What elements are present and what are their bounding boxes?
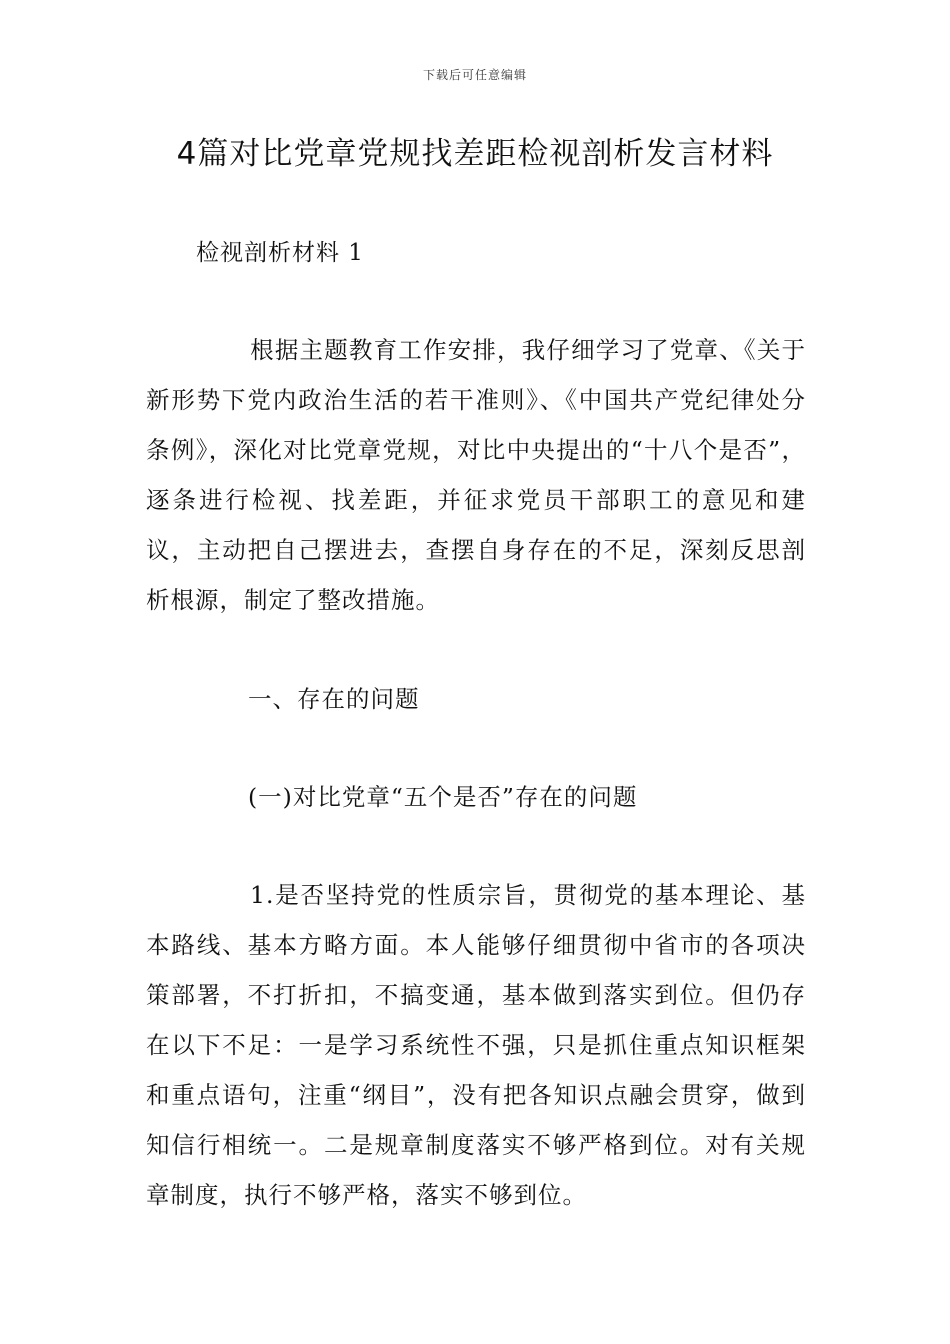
subsection-heading: (一)对比党章“五个是否”存在的问题 [248,783,638,811]
section-heading: 一、存在的问题 [248,685,420,713]
point-one-paragraph-text: 1.是否坚持党的性质宗旨，贯彻党的基本理论、基本路线、基本方略方面。本人能够仔细贯彻中省市的各项决策部署，不打折扣，不搞变通，基本做到落实到位。但仍存在以下不足：一是学习系统性不强，只是抓住重点知识框架和重点语句，注重“纲目”，没有把各知识点融会贯穿，做到知信行相统一。二是规章制度落实不够严格到位。对有关规章制度，执行不够严格，落实不够到位。 [146,881,806,1209]
intro-paragraph [146,325,806,625]
document-title: 4篇对比党章党规找差距检视剖析发言材料 [176,136,774,172]
material-subtitle: 检视剖析材料 1 [196,240,364,266]
point-one-paragraph [146,870,806,1220]
intro-paragraph-text: 根据主题教育工作安排，我仔细学习了党章、《关于新形势下党内政治生活的若干准则》、《中国共产党纪律处分条例》，深化对比党章党规，对比中央提出的“十八个是否”，逐条进行检视、找差距，并征求党员干部职工的意见和建议，主动把自己摆进去，查摆自身存在的不足，深刻反思剖析根源，制定了整改措施。 [146,336,806,614]
header-note: 下载后可任意编辑 [422,68,527,82]
